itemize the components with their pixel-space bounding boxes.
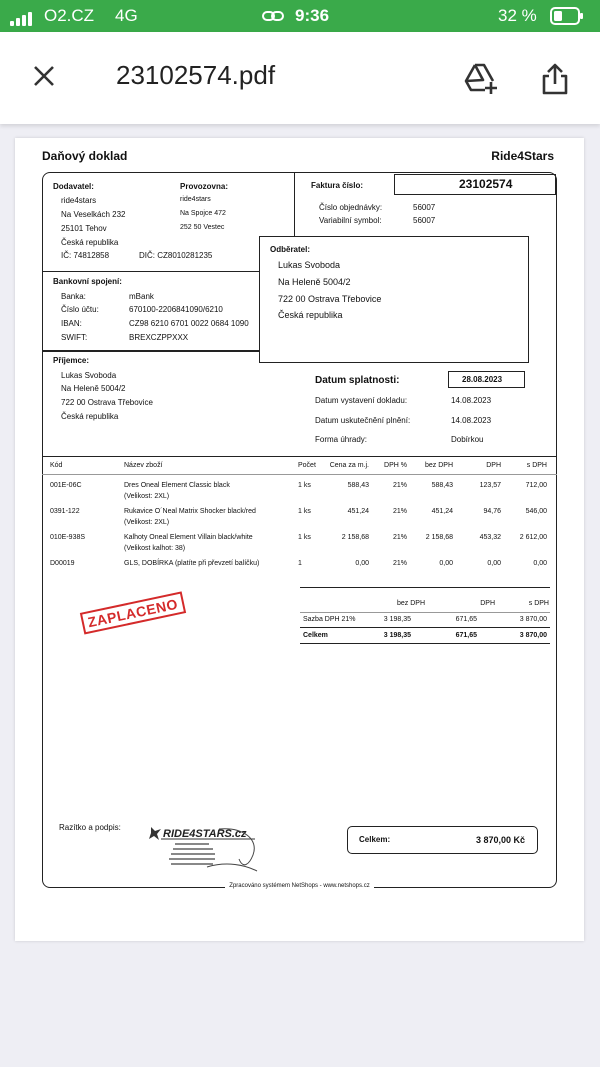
row-name: GLS, DOBÍRKA (platíte při převzetí balíčku) bbox=[124, 560, 260, 567]
doc-title: Daňový doklad bbox=[42, 149, 128, 163]
table-header-rule bbox=[42, 474, 557, 475]
operator-label: Provozovna: bbox=[180, 182, 229, 191]
battery-percent: 32 % bbox=[498, 6, 537, 25]
col-qty: Počet bbox=[298, 462, 316, 469]
row-gross: 546,00 bbox=[525, 508, 547, 515]
bank-name-value: mBank bbox=[129, 292, 154, 301]
company-stamp-icon bbox=[147, 821, 275, 873]
row-vat-pct: 21% bbox=[392, 508, 407, 515]
row-vat: 94,76 bbox=[483, 508, 501, 515]
carrier-label: O2.CZ bbox=[44, 6, 95, 25]
footer-note bbox=[15, 883, 584, 890]
customer-city: 722 00 Ostrava Třebovice bbox=[278, 294, 382, 304]
supplier-name: ride4stars bbox=[61, 196, 97, 205]
due-date-label: Datum splatnosti: bbox=[315, 375, 400, 386]
supplier-country: Česká republika bbox=[61, 238, 119, 247]
row-code: 010E-938S bbox=[50, 534, 86, 541]
signal-icon bbox=[10, 6, 34, 26]
status-bar bbox=[0, 0, 600, 32]
summary-total-vat: 671,65 bbox=[455, 632, 477, 639]
account-label: Číslo účtu: bbox=[61, 305, 99, 314]
col-vat-pct: DPH % bbox=[384, 462, 407, 469]
swift-value: BREXCZPPXXX bbox=[129, 333, 189, 342]
row-qty: 1 ks bbox=[298, 508, 311, 515]
row-unit-price: 2 158,68 bbox=[341, 534, 369, 541]
row-name: Dres Oneal Element Classic black bbox=[124, 482, 230, 489]
row-name: Rukavice O´Neal Matrix Shocker black/red bbox=[124, 508, 256, 515]
payment-method-label: Forma úhrady: bbox=[315, 435, 368, 444]
row-qty: 1 bbox=[298, 560, 302, 567]
signature-label: Razítko a podpis: bbox=[59, 823, 121, 832]
divider bbox=[42, 271, 295, 272]
paid-stamp: ZAPLACENO bbox=[80, 591, 186, 634]
recipient-label: Příjemce: bbox=[53, 356, 90, 365]
summary-top-rule bbox=[300, 587, 550, 588]
supplier-ico: IČ: 74812858 bbox=[61, 251, 110, 260]
issued-date-value: 14.08.2023 bbox=[451, 396, 492, 405]
row-note: (Velikost kalhot: 38) bbox=[124, 545, 186, 552]
row-code: D00019 bbox=[50, 560, 75, 567]
summary-col-gross: s DPH bbox=[528, 600, 549, 607]
supplier-dic: DIČ: CZ8010281235 bbox=[139, 251, 213, 260]
summary-col-net: bez DPH bbox=[396, 600, 425, 607]
swift-label: SWIFT: bbox=[61, 333, 88, 342]
vat-rate-gross: 3 870,00 bbox=[519, 616, 547, 623]
taxable-date-label: Datum uskutečnění plnění: bbox=[315, 416, 411, 425]
divider bbox=[42, 350, 295, 351]
summary-header-rule bbox=[300, 612, 550, 613]
vat-rate-net: 3 198,35 bbox=[383, 616, 411, 623]
app-bar bbox=[0, 32, 600, 124]
vat-rate-label: Sazba DPH 21% bbox=[303, 616, 356, 623]
vat-rate-vat: 671,65 bbox=[455, 616, 477, 623]
row-unit-price: 0,00 bbox=[355, 560, 369, 567]
invoice-number-label: Faktura číslo: bbox=[311, 181, 364, 190]
bank-name-label: Banka: bbox=[61, 292, 86, 301]
row-qty: 1 ks bbox=[298, 482, 311, 489]
iban-value: CZ98 6210 6701 0022 0684 1090 bbox=[129, 319, 249, 328]
close-button[interactable] bbox=[22, 54, 66, 98]
variable-symbol-value: 56007 bbox=[413, 216, 436, 225]
row-unit-price: 451,24 bbox=[347, 508, 369, 515]
row-qty: 1 ks bbox=[298, 534, 311, 541]
row-vat: 453,32 bbox=[479, 534, 501, 541]
row-net: 2 158,68 bbox=[425, 534, 453, 541]
row-gross: 2 612,00 bbox=[519, 534, 547, 541]
recipient-street: Na Heleně 5004/2 bbox=[61, 384, 126, 393]
due-date-value: 28.08.2023 bbox=[462, 375, 503, 384]
order-number-label: Číslo objednávky: bbox=[319, 203, 383, 212]
row-unit-price: 588,43 bbox=[347, 482, 369, 489]
share-button[interactable] bbox=[530, 54, 580, 104]
col-net: bez DPH bbox=[424, 462, 453, 469]
customer-street: Na Heleně 5004/2 bbox=[278, 277, 351, 287]
operator-street: Na Spojce 472 bbox=[180, 210, 226, 217]
col-gross: s DPH bbox=[526, 462, 547, 469]
account-value: 670100-2206841090/6210 bbox=[129, 305, 223, 314]
battery-icon bbox=[550, 7, 584, 30]
grand-total-label: Celkem: bbox=[359, 835, 391, 844]
row-gross: 0,00 bbox=[533, 560, 547, 567]
summary-total-net: 3 198,35 bbox=[383, 632, 411, 639]
row-name: Kalhoty Oneal Element Villain black/white bbox=[124, 534, 253, 541]
summary-col-vat: DPH bbox=[480, 600, 495, 607]
stamp-logo-text: RIDE4STARS.cz bbox=[163, 828, 247, 840]
row-note: (Velikost: 2XL) bbox=[124, 493, 170, 500]
customer-name: Lukas Svoboda bbox=[278, 260, 341, 270]
supplier-city: 25101 Tehov bbox=[61, 224, 107, 233]
file-name: 23102574.pdf bbox=[116, 60, 276, 90]
row-note: (Velikost: 2XL) bbox=[124, 519, 170, 526]
pdf-page bbox=[15, 138, 584, 941]
customer-country: Česká republika bbox=[278, 310, 343, 320]
clock: 9:36 bbox=[295, 6, 330, 25]
recipient-city: 722 00 Ostrava Třebovice bbox=[61, 398, 153, 407]
grand-total-value: 3 870,00 Kč bbox=[475, 835, 525, 845]
col-unit-price: Cena za m.j. bbox=[329, 462, 369, 469]
summary-bottom-rule bbox=[300, 643, 550, 644]
summary-mid-rule bbox=[300, 627, 550, 628]
row-vat: 123,57 bbox=[479, 482, 501, 489]
customer-label: Odběratel: bbox=[270, 245, 311, 254]
row-net: 0,00 bbox=[439, 560, 453, 567]
row-vat-pct: 21% bbox=[392, 534, 407, 541]
summary-total-label: Celkem bbox=[303, 632, 328, 639]
invoice-number: 23102574 bbox=[459, 177, 513, 191]
col-code: Kód bbox=[50, 462, 63, 469]
close-icon bbox=[32, 64, 56, 88]
drive-add-icon bbox=[463, 62, 499, 96]
row-code: 001E-06C bbox=[50, 482, 82, 489]
payment-method-value: Dobírkou bbox=[451, 435, 484, 444]
row-code: 0391-122 bbox=[50, 508, 80, 515]
row-net: 451,24 bbox=[431, 508, 453, 515]
issued-date-label: Datum vystavení dokladu: bbox=[315, 396, 408, 405]
taxable-date-value: 14.08.2023 bbox=[451, 416, 492, 425]
col-name: Název zboží bbox=[124, 462, 163, 469]
row-gross: 712,00 bbox=[525, 482, 547, 489]
table-top-rule bbox=[42, 456, 557, 457]
share-icon bbox=[541, 62, 569, 96]
recipient-name: Lukas Svoboda bbox=[61, 371, 117, 380]
add-to-drive-button[interactable] bbox=[456, 54, 506, 104]
company-stamp bbox=[147, 821, 275, 873]
network-label: 4G bbox=[115, 6, 138, 25]
footer-text: Zpracováno systémem NetShops - www.netshops.cz bbox=[225, 883, 373, 889]
iban-label: IBAN: bbox=[61, 319, 82, 328]
link-icon bbox=[262, 8, 284, 28]
summary-total-gross: 3 870,00 bbox=[519, 632, 547, 639]
row-vat: 0,00 bbox=[487, 560, 501, 567]
row-net: 588,43 bbox=[431, 482, 453, 489]
col-vat: DPH bbox=[486, 462, 501, 469]
row-vat-pct: 21% bbox=[392, 560, 407, 567]
bank-label: Bankovní spojení: bbox=[53, 277, 122, 286]
variable-symbol-label: Variabilní symbol: bbox=[319, 216, 382, 225]
recipient-country: Česká republika bbox=[61, 412, 119, 421]
supplier-label: Dodavatel: bbox=[53, 182, 94, 191]
supplier-street: Na Veselkách 232 bbox=[61, 210, 126, 219]
row-vat-pct: 21% bbox=[392, 482, 407, 489]
brand-name: Ride4Stars bbox=[491, 149, 554, 163]
operator-city: 252 50 Vestec bbox=[180, 224, 225, 231]
order-number-value: 56007 bbox=[413, 203, 436, 212]
operator-name: ride4stars bbox=[180, 196, 211, 203]
